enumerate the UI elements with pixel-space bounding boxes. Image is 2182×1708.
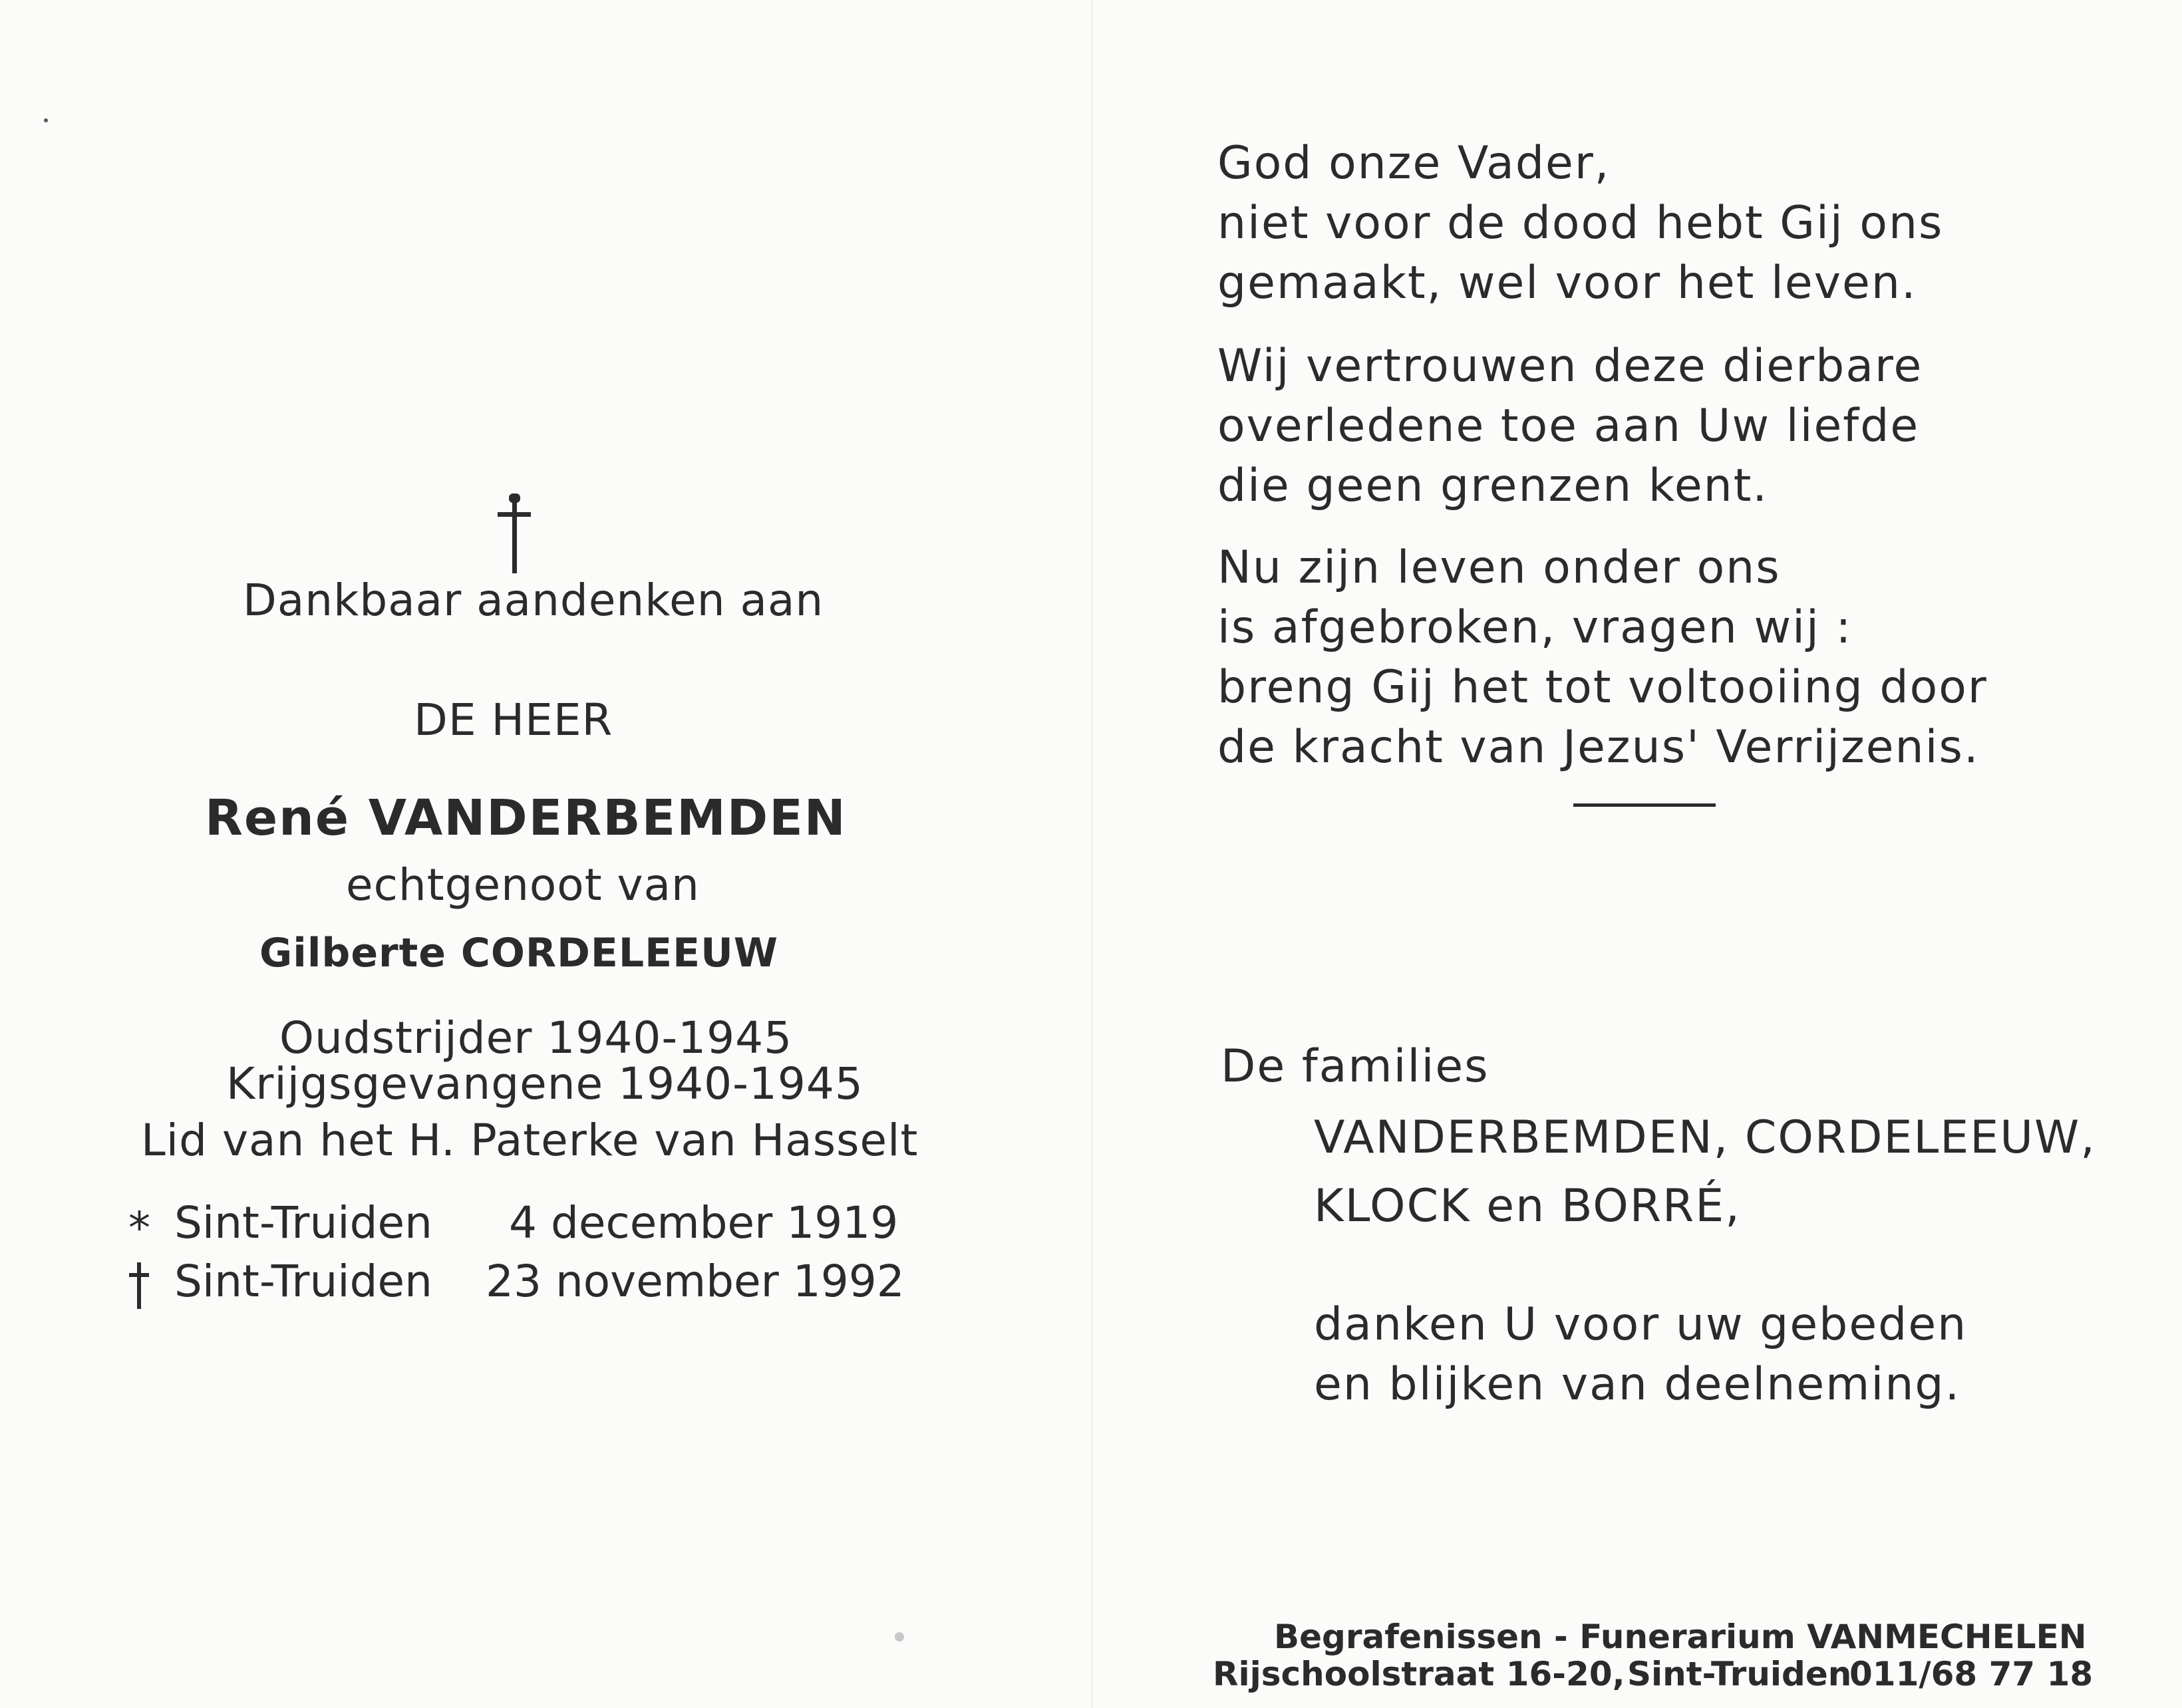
funeral-home-city: Sint-Truiden [1627, 1655, 1852, 1693]
prayer-line: overledene toe aan Uw liefde [1217, 400, 1920, 452]
separator-rule [1573, 803, 1716, 807]
prayer-line: gemaakt, wel voor het leven. [1217, 257, 1917, 309]
right-panel [1093, 0, 2182, 1708]
prayer-line: Wij vertrouwen deze dierbare [1217, 340, 1923, 392]
death-date: 23 november 1992 [486, 1256, 905, 1307]
funeral-home-phone: 011/68 77 18 [1849, 1655, 2094, 1693]
funeral-home-name: Begrafenissen - Funerarium VANMECHELEN [1274, 1618, 2087, 1656]
death-dagger-icon [129, 1262, 149, 1309]
prayer-line: de kracht van Jezus' Verrijzenis. [1217, 721, 1980, 774]
birth-place: Sint-Truiden [174, 1197, 432, 1248]
scan-speck [895, 1632, 904, 1641]
prayer-line: breng Gij het tot voltooiing door [1217, 661, 1988, 714]
birth-asterisk: * [128, 1203, 150, 1254]
oudstrijder-line: Oudstrijder 1940-1945 [279, 1012, 793, 1064]
thanks-line-2: en blijken van deelneming. [1314, 1358, 1961, 1411]
prayer-line: die geen grenzen kent. [1217, 460, 1769, 512]
spouse-name: Gilberte CORDELEEUW [259, 930, 779, 976]
prayer-line: niet voor de dood hebt Gij ons [1217, 197, 1944, 249]
prayer-line: is afgebroken, vragen wij : [1217, 601, 1853, 654]
birth-date: 4 december 1919 [509, 1197, 899, 1248]
scan-speck [44, 118, 48, 122]
dankbaar-line: Dankbaar aandenken aan [243, 575, 824, 626]
families-intro: De families [1221, 1040, 1489, 1093]
deceased-name: René VANDERBEMDEN [205, 789, 847, 847]
krijgsgevangene-line: Krijgsgevangene 1940-1945 [226, 1058, 863, 1109]
thanks-line-1: danken U voor uw gebeden [1314, 1298, 1968, 1351]
de-heer-line: DE HEER [414, 694, 613, 746]
families-names-1: VANDERBEMDEN, CORDELEEUW, [1314, 1111, 2096, 1164]
prayer-line: God onze Vader, [1217, 137, 1611, 190]
prayer-line: Nu zijn leven onder ons [1217, 541, 1781, 594]
death-place: Sint-Truiden [174, 1256, 432, 1307]
lid-line: Lid van het H. Paterke van Hasselt [141, 1115, 919, 1166]
echtgenoot-line: echtgenoot van [346, 859, 700, 911]
funeral-home-address: Rijschoolstraat 16-20, [1213, 1655, 1625, 1693]
cross-icon [498, 494, 531, 573]
families-names-2: KLOCK en BORRÉ, [1314, 1180, 1741, 1232]
